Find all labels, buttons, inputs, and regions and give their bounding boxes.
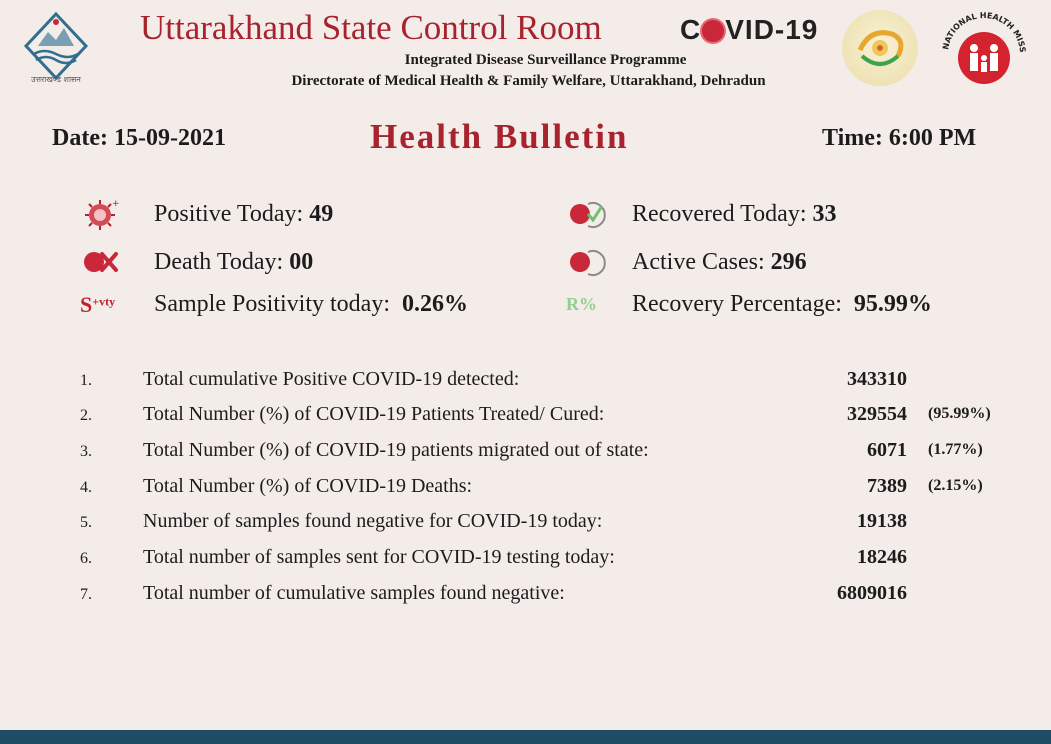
sample-positivity-icon-sup: +vty	[92, 294, 116, 309]
row-number: 1.	[80, 372, 92, 389]
row-number: 4.	[80, 479, 92, 496]
row-value: 6071	[867, 439, 907, 461]
subtitle-programme: Integrated Disease Surveillance Programme	[404, 52, 687, 68]
recovered-today	[632, 201, 836, 228]
nhm-ring-text: NATIONAL HEALTH MISS	[941, 10, 1028, 53]
table-row	[0, 510, 1051, 544]
row-label: Total Number (%) of COVID-19 patients migrated out of state:	[143, 439, 649, 461]
nhm-logo-icon	[936, 10, 1032, 94]
virus-icon	[702, 20, 724, 42]
row-value: 329554	[847, 403, 907, 425]
row-label: Total Number (%) of COVID-19 Deaths:	[143, 475, 473, 497]
row-value: 19138	[857, 510, 907, 532]
row-percent: (1.77%)	[928, 441, 983, 458]
active-cases	[632, 249, 807, 276]
covid-label-prefix: C	[680, 14, 702, 45]
sample-positivity-icon	[80, 292, 115, 318]
row-label: Number of samples found negative for COVID-19 today:	[143, 510, 603, 532]
subtitle-directorate: Directorate of Medical Health & Family Welfare, Uttarakhand, Dehradun	[291, 73, 766, 89]
row-value: 7389	[867, 475, 907, 497]
recovered-today-value: 33	[812, 201, 837, 227]
row-number: 7.	[80, 586, 92, 603]
table-row	[0, 475, 1051, 509]
row-value: 18246	[857, 546, 907, 568]
covid-label-suffix: VID-19	[725, 14, 819, 45]
row-number: 6.	[80, 550, 92, 567]
recovery-percentage-value: 95.99%	[853, 291, 932, 317]
death-virus-icon	[80, 246, 120, 278]
sample-positivity-value: 0.26%	[402, 291, 469, 317]
bulletin-heading: Health Bulletin	[370, 117, 629, 156]
row-value: 6809016	[837, 582, 907, 604]
sample-positivity-today	[154, 291, 468, 318]
recovered-virus-icon	[566, 198, 606, 230]
table-row	[0, 582, 1051, 616]
row-percent: (2.15%)	[928, 477, 983, 494]
idsp-logo-icon	[842, 10, 918, 86]
positive-today-label: Positive Today:	[154, 201, 310, 227]
active-cases-label: Active Cases:	[632, 249, 771, 275]
covid19-label	[680, 14, 818, 46]
recovery-percentage-icon: R%	[566, 294, 597, 314]
bulletin-date: Date: 15-09-2021	[52, 125, 226, 151]
sample-positivity-label: Sample Positivity today:	[154, 291, 403, 317]
row-label: Total number of samples sent for COVID-19 testing today:	[143, 546, 615, 568]
table-row	[0, 368, 1051, 402]
bulletin-time: Time: 6:00 PM	[822, 125, 977, 151]
row-number: 3.	[80, 443, 92, 460]
positive-today	[154, 201, 333, 228]
recovered-today-label: Recovered Today:	[632, 201, 813, 227]
row-label: Total cumulative Positive COVID-19 detected:	[143, 368, 520, 390]
positive-today-value: 49	[309, 201, 334, 227]
uk-logo-caption: उत्तराखण्ड शासन	[31, 75, 81, 84]
death-today	[154, 249, 313, 276]
table-row	[0, 403, 1051, 437]
table-row	[0, 439, 1051, 473]
row-label: Total Number (%) of COVID-19 Patients Treated/ Cured:	[143, 403, 605, 425]
row-number: 5.	[80, 514, 92, 531]
svg-text:+: +	[112, 199, 120, 209]
row-percent: (95.99%)	[928, 405, 991, 422]
table-row	[0, 546, 1051, 580]
row-number: 2.	[80, 407, 92, 424]
recovery-percentage-label: Recovery Percentage:	[632, 291, 854, 317]
active-cases-value: 296	[770, 249, 807, 275]
active-virus-icon	[566, 246, 606, 278]
row-label: Total number of cumulative samples found negative:	[143, 582, 565, 604]
positive-virus-icon	[80, 198, 120, 230]
footer-bar	[0, 730, 1051, 744]
sample-positivity-icon-letter: S	[80, 292, 93, 317]
recovery-percentage	[632, 291, 932, 318]
death-today-label: Death Today:	[154, 249, 290, 275]
death-today-value: 00	[289, 249, 314, 275]
row-value: 343310	[847, 368, 907, 390]
page-title: Uttarakhand State Control Room	[140, 8, 602, 47]
